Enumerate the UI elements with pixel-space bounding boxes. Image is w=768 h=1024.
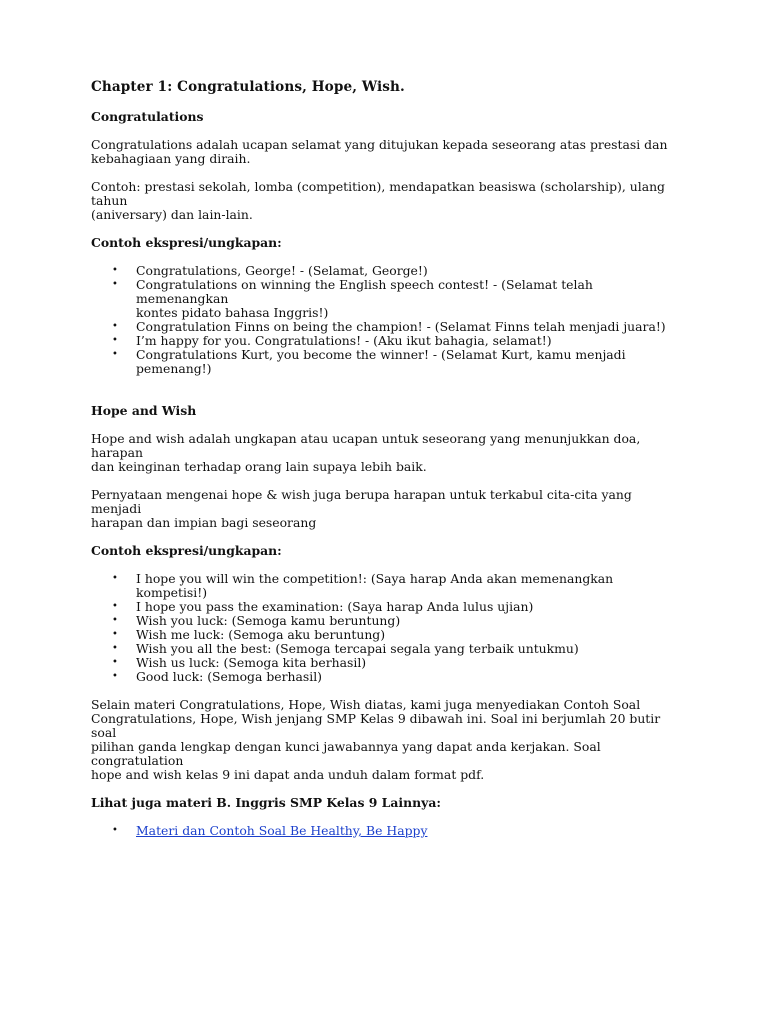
paragraph-line: Contoh: prestasi sekolah, lomba (competition), mendapatkan beasiswa (scholarship), ulang tahun xyxy=(91,179,665,208)
list-item xyxy=(91,656,678,670)
list-item-text: I hope you pass the examination: (Saya harap Anda lulus ujian) xyxy=(136,599,534,614)
examples-heading: Contoh ekspresi/ungkapan: xyxy=(91,543,282,558)
bullet-icon: • xyxy=(112,629,118,640)
list-item xyxy=(91,320,678,334)
bullet-icon: • xyxy=(112,265,118,276)
related-material-link[interactable]: Materi dan Contoh Soal Be Healthy, Be Happy xyxy=(136,823,428,838)
list-item-text: Wish us luck: (Semoga kita berhasil) xyxy=(136,655,367,670)
paragraph-congratulations-examples xyxy=(91,180,678,222)
list-item xyxy=(91,670,678,684)
bullet-icon: • xyxy=(112,349,118,360)
paragraph-line: dan keinginan terhadap orang lain supaya lebih baik. xyxy=(91,459,427,474)
paragraph-line: kebahagiaan yang diraih. xyxy=(91,151,251,166)
hope-wish-list xyxy=(91,572,678,684)
bullet-icon: • xyxy=(112,321,118,332)
list-item xyxy=(91,642,678,656)
bullet-icon: • xyxy=(112,335,118,346)
see-also-heading: Lihat juga materi B. Inggris SMP Kelas 9 Lainnya: xyxy=(91,795,441,810)
bullet-icon: • xyxy=(112,643,118,654)
list-item-text: Congratulations Kurt, you become the winner! - (Selamat Kurt, kamu menjadi xyxy=(136,347,626,362)
list-item-text: I hope you will win the competition!: (Saya harap Anda akan memenangkan kompetisi!) xyxy=(136,571,614,600)
list-item xyxy=(91,614,678,628)
paragraph-line: hope and wish kelas 9 ini dapat anda unduh dalam format pdf. xyxy=(91,767,485,782)
list-item xyxy=(91,278,678,320)
bullet-icon: • xyxy=(112,615,118,626)
list-item xyxy=(91,334,678,348)
list-item-text: Wish you luck: (Semoga kamu beruntung) xyxy=(136,613,401,628)
bullet-icon: • xyxy=(112,825,118,836)
section-heading-congratulations: Congratulations xyxy=(91,109,204,124)
paragraph-line: harapan dan impian bagi seseorang xyxy=(91,515,317,530)
paragraph-line: Congratulations adalah ucapan selamat yang ditujukan kepada seseorang atas prestasi dan xyxy=(91,137,668,152)
examples-heading: Contoh ekspresi/ungkapan: xyxy=(91,235,282,250)
list-item-text: pemenang!) xyxy=(136,361,212,376)
paragraph-line: Pernyataan mengenai hope & wish juga berupa harapan untuk terkabul cita-cita yang menjadi xyxy=(91,487,632,516)
chapter-title: Chapter 1: Congratulations, Hope, Wish. xyxy=(91,79,405,95)
list-item xyxy=(91,628,678,642)
paragraph-line: Congratulations, Hope, Wish jenjang SMP Kelas 9 dibawah ini. Soal ini berjumlah 20 butir soal xyxy=(91,711,661,740)
list-item-text: Congratulation Finns on being the champion! - (Selamat Finns telah menjadi juara!) xyxy=(136,319,666,334)
bullet-icon: • xyxy=(112,573,118,584)
list-item xyxy=(91,264,678,278)
list-item-text: Wish you all the best: (Semoga tercapai segala yang terbaik untukmu) xyxy=(136,641,579,656)
list-item-text: Wish me luck: (Semoga aku beruntung) xyxy=(136,627,386,642)
paragraph-congratulations-definition xyxy=(91,138,678,166)
bullet-icon: • xyxy=(112,279,118,290)
list-item xyxy=(91,572,678,600)
paragraph-hope-wish-statement xyxy=(91,488,678,530)
paragraph-line: Hope and wish adalah ungkapan atau ucapan untuk seseorang yang menunjukkan doa, harapan xyxy=(91,431,641,460)
paragraph-line: (aniversary) dan lain-lain. xyxy=(91,207,253,222)
see-also-list xyxy=(91,824,678,838)
bullet-icon: • xyxy=(112,657,118,668)
paragraph-line: Selain materi Congratulations, Hope, Wish diatas, kami juga menyediakan Contoh Soal xyxy=(91,697,641,712)
list-item xyxy=(91,824,678,838)
congratulations-list xyxy=(91,264,678,376)
list-item-text: I’m happy for you. Congratulations! - (Aku ikut bahagia, selamat!) xyxy=(136,333,552,348)
list-item xyxy=(91,600,678,614)
bullet-icon: • xyxy=(112,601,118,612)
list-item-text: Congratulations, George! - (Selamat, George!) xyxy=(136,263,428,278)
paragraph-closing xyxy=(91,698,678,782)
paragraph-hope-wish-definition xyxy=(91,432,678,474)
list-item xyxy=(91,348,678,376)
section-heading-hope-and-wish: Hope and Wish xyxy=(91,403,197,418)
paragraph-line: pilihan ganda lengkap dengan kunci jawabannya yang dapat anda kerjakan. Soal congratulation xyxy=(91,739,601,768)
list-item-text: Good luck: (Semoga berhasil) xyxy=(136,669,322,684)
list-item-text: kontes pidato bahasa Inggris!) xyxy=(136,305,329,320)
list-item-text: Congratulations on winning the English speech contest! - (Selamat telah memenangkan xyxy=(136,277,593,306)
bullet-icon: • xyxy=(112,671,118,682)
